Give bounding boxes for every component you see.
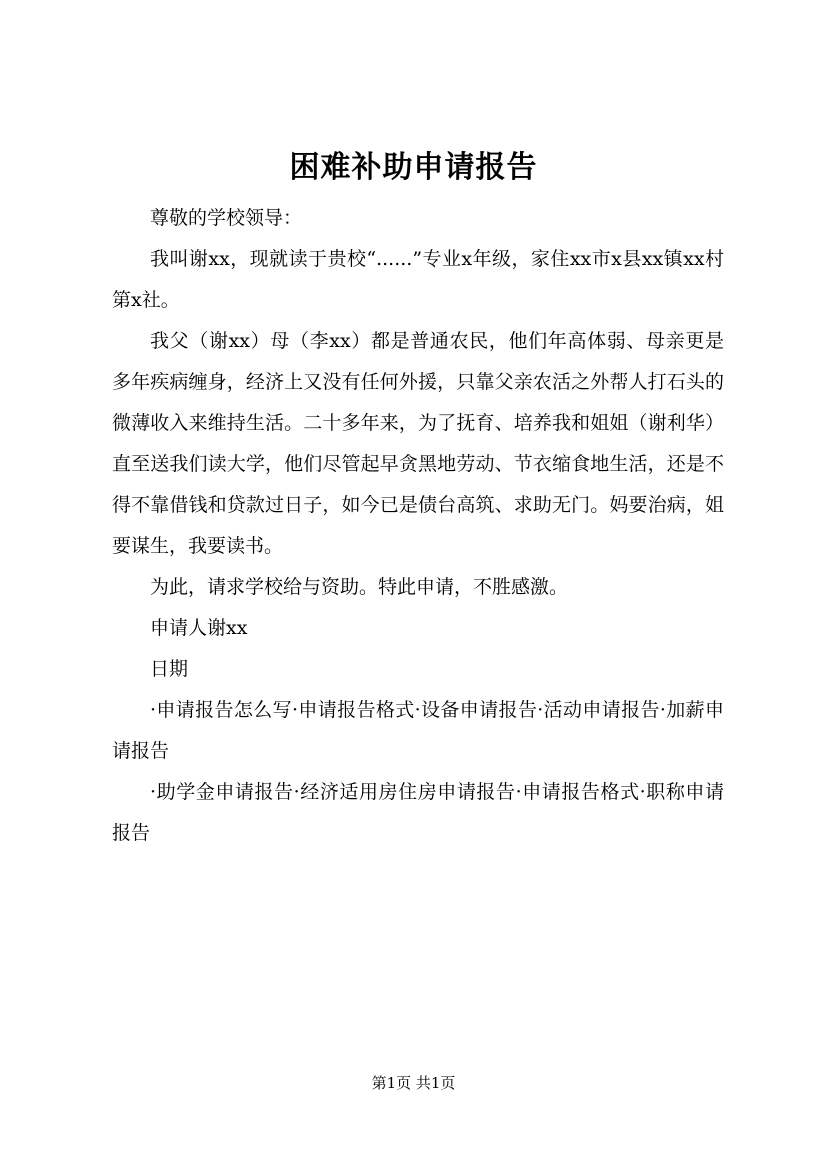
- paragraph-introduction: 我叫谢xx，现就读于贵校“......”专业x年级，家住xx市x县xx镇xx村第x社。: [112, 248, 724, 311]
- page-number: 第1页 共1页: [371, 1074, 456, 1092]
- document-body: [112, 198, 724, 854]
- date-label: 日期: [150, 658, 189, 680]
- paragraph-family-situation: 我父（谢xx）母（李xx）都是普通农民，他们年高体弱、母亲更是多年疾病缠身，经济上又没有任何外援，只靠父亲农活之外帮人打石头的微薄收入来维持生活。二十多年来，为了抚育、培养我和姐姐（谢利华）直至送我们读大学，他们尽管起早贪黑地劳动、节衣缩食地生活，还是不得不靠借钱和贷款过日子，如今已是债台高筑、求助无门。妈要治病，姐要谋生，我要读书。: [112, 330, 724, 557]
- paragraph-request: 为此，请求学校给与资助。特此申请，不胜感激。: [150, 576, 569, 598]
- salutation: 尊敬的学校领导：: [150, 207, 303, 229]
- related-links-line-1[interactable]: ·申请报告怎么写·申请报告格式·设备申请报告·活动申请报告·加薪申请报告: [112, 699, 724, 762]
- page-footer: [0, 1072, 827, 1094]
- applicant-signature: 申请人谢xx: [150, 617, 248, 639]
- related-links-line-2[interactable]: ·助学金申请报告·经济适用房住房申请报告·申请报告格式·职称申请报告: [112, 781, 724, 844]
- document-title: 困难补助申请报告: [289, 150, 538, 185]
